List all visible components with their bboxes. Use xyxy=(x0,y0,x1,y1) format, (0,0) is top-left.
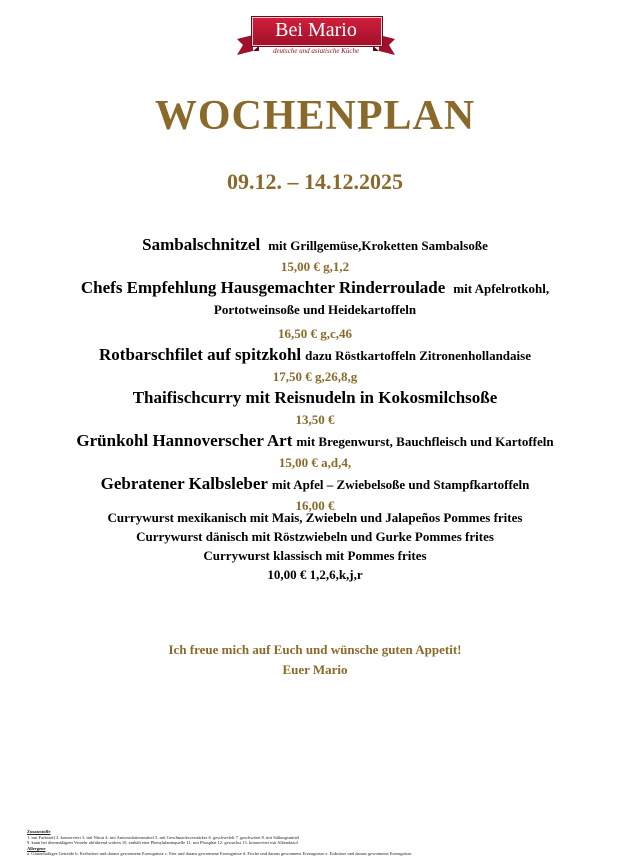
dish-description: mit Grillgemüse,Kroketten Sambalsoße xyxy=(268,238,488,253)
dish-price: 15,00 € a,d,4, xyxy=(278,455,352,470)
allergens-text: a. Glutenhaltiges Getreide b. Krebstiere und daraus gewonnene Erzeugnisse c. Eier und daraus gewonnene Erzeugnisse d. Fische und daraus gewonnene Erzeugnisse e. Erdnüsse und daraus gewonnene Erzeugnisse xyxy=(27,851,412,856)
currywurst-price: 10,00 € 1,2,6,k,j,r xyxy=(267,567,363,582)
dish-item xyxy=(0,430,630,473)
dish-name: Gebratener Kalbsleber xyxy=(100,474,268,493)
dish-item xyxy=(0,387,630,430)
bei-mario-logo xyxy=(237,15,395,59)
closing-message xyxy=(0,640,630,680)
dish-name: Grünkohl Hannoverscher Art xyxy=(76,431,293,450)
dish-name: Rotbarschfilet auf spitzkohl xyxy=(99,345,302,364)
page-title: WOCHENPLAN xyxy=(154,93,476,139)
dish-description: mit Apfel – Zwiebelsoße und Stampfkartoffeln xyxy=(271,477,530,492)
dish-list xyxy=(0,234,630,516)
dish-price: 15,00 € g,1,2 xyxy=(280,259,350,274)
logo-subtitle: deutsche und asiatische Küche xyxy=(272,47,360,55)
footnotes xyxy=(27,829,607,857)
dish-description: mit Apfelrotkohl, xyxy=(453,281,550,296)
dish-price: 17,50 € g,26,8,g xyxy=(272,369,358,384)
currywurst-item: Currywurst klassisch mit Pommes frites xyxy=(203,548,427,563)
additives-text: 9. kann bei übermäßigem Verzehr abführend wirken 10. enthält eine Phenylalaninquelle 11. mit Phosphat 12. gewachst 13. konserviert mit Albendazol xyxy=(27,840,298,845)
dish-description-line2: Portotweinsoße und Heidekartoffeln xyxy=(213,302,417,317)
closing-greeting: Ich freue mich auf Euch und wünsche guten Appetit! xyxy=(168,642,462,657)
currywurst-section xyxy=(0,508,630,584)
dish-item xyxy=(0,344,630,387)
dish-description: mit Bregenwurst, Bauchfleisch und Kartoffeln xyxy=(296,434,554,449)
additives-heading: Zusatzstoffe xyxy=(27,829,51,834)
dish-price: 16,00 € xyxy=(295,498,335,513)
currywurst-item: Currywurst mexikanisch mit Mais, Zwiebeln und Jalapeños Pommes frites xyxy=(107,510,523,525)
dish-description: dazu Röstkartoffeln Zitronenhollandaise xyxy=(305,348,531,363)
dish-price: 16,50 € g,c,46 xyxy=(277,326,353,341)
additives-text: 1. mit Farbstoff 2. konserviert 3. mit Nitrat 4. mit Antioxidationsmittel 5. mit Geschmacksverstärker 6. geschwefelt 7. geschwärzt 8. mit Süßungsmittel xyxy=(27,834,300,840)
currywurst-item: Currywurst dänisch mit Röstzwiebeln und Gurke Pommes frites xyxy=(136,529,494,544)
logo-name: Bei Mario xyxy=(275,19,357,41)
date-range: 09.12. – 14.12.2025 xyxy=(227,169,403,194)
dish-item xyxy=(0,234,630,277)
dish-name: Thaifischcurry mit Reisnudeln in Kokosmilchsoße xyxy=(132,388,498,407)
closing-signature: Euer Mario xyxy=(282,662,348,677)
dish-price: 13,50 € xyxy=(295,412,335,427)
dish-name: Chefs Empfehlung Hausgemachter Rinderroulade xyxy=(80,278,446,297)
dish-item xyxy=(0,277,630,344)
dish-name: Sambalschnitzel xyxy=(142,235,261,254)
allergens-heading: Allergene xyxy=(27,845,46,851)
